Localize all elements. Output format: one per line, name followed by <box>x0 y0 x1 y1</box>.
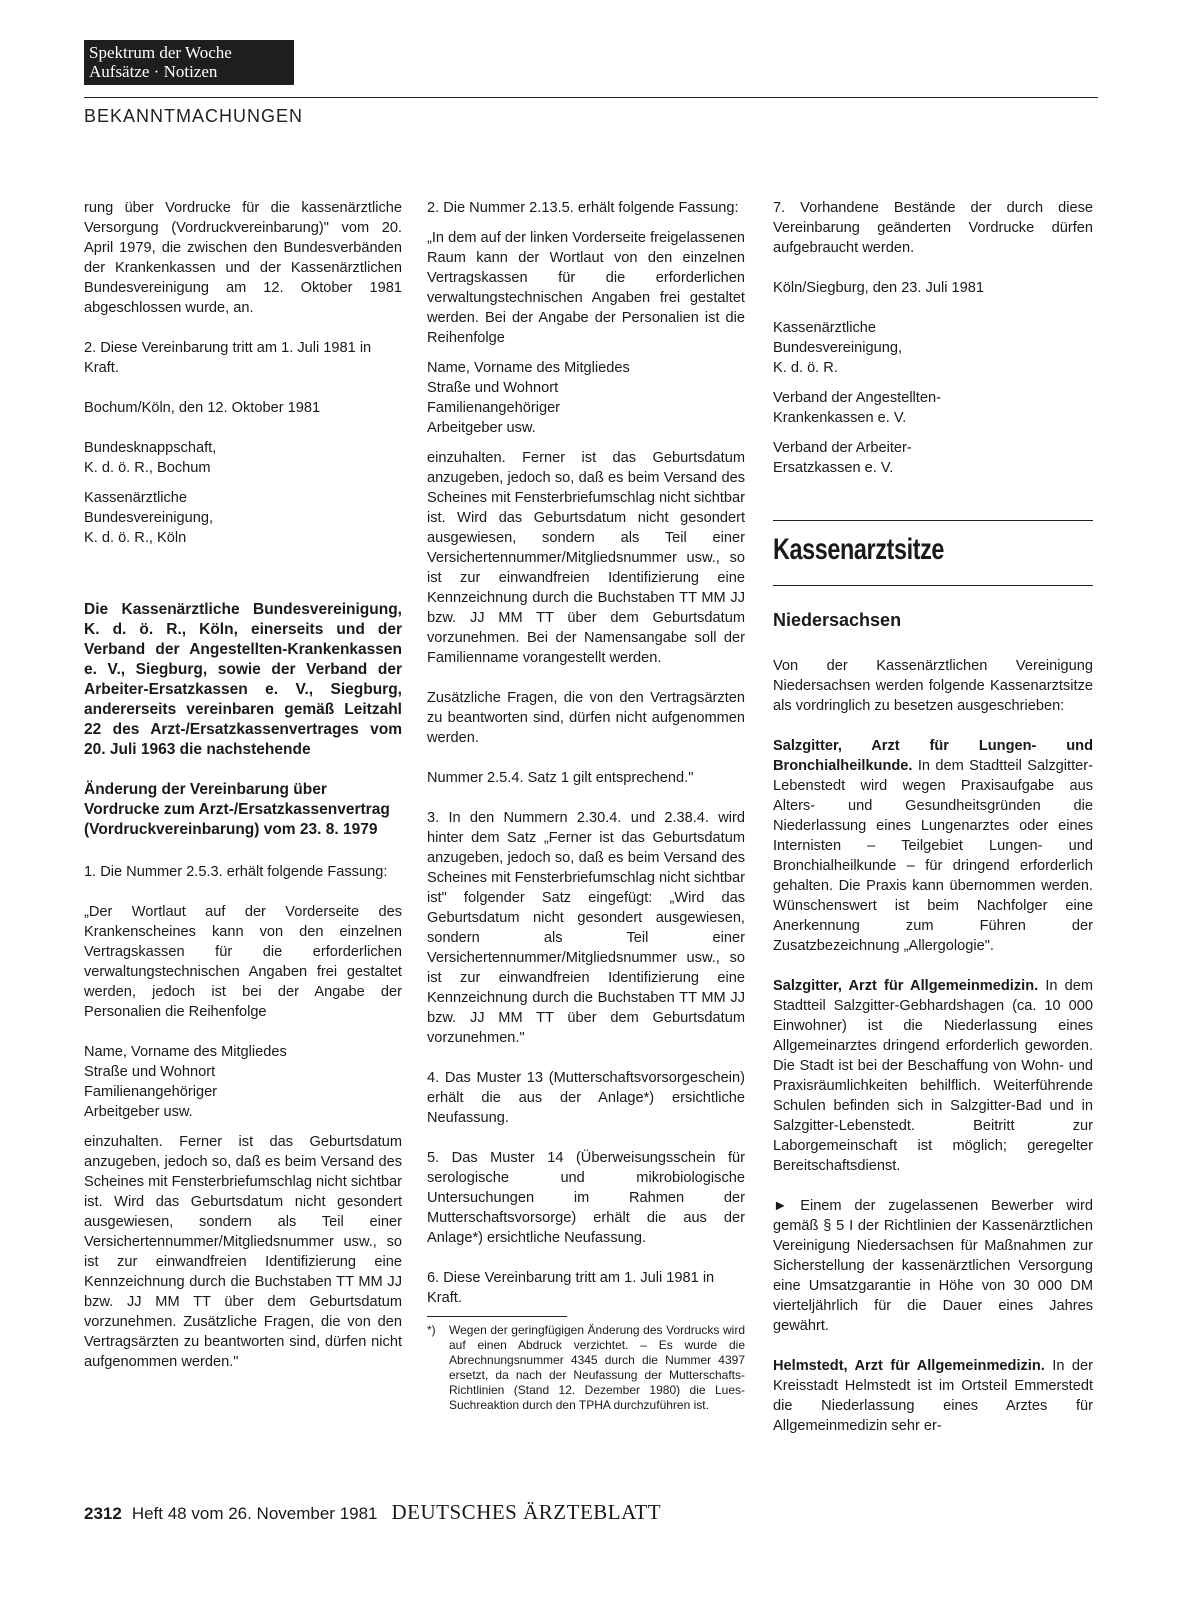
list-item: Straße und Wohnort <box>427 380 559 396</box>
signature-line: Bundesvereinigung, <box>84 510 214 526</box>
top-divider <box>84 97 1098 98</box>
listing-helmstedt-general <box>773 1356 1093 1436</box>
listing-text: In dem Stadtteil Salzgitter-Gebhardshagen (ca. 10 000 Einwohner) ist die Niederlassung eines Allgemeinarztes dringend erforderlich geworden. Die Stadt ist bei der Beschaffung von Wohn- und Praxisräumlichkeiten behilflich. Weiterführende Schulen befinden sich in Salzgitter-Bad und in Salzgitter-Lebenstedt. Beitritt zur Laborgemeinschaft ist möglich; geregelter Bereitschaftsdienst. <box>773 978 1094 1174</box>
listing-title: Helmstedt, Arzt für Allgemeinmedizin. <box>773 1358 1045 1374</box>
col1-signature-1 <box>84 438 402 478</box>
agreement-intro: Die Kassenärztliche Bundesvereinigung, K. d. ö. R., Köln, einerseits und der Verband der Angestellten-Krankenkassen e. V., Siegburg, sowie der Verband der Arbeiter-Ersatzkassen e. V., Siegburg, andererseits vereinbaren gemäß Leitzahl 22 des Arzt-/Ersatzkassenvertrages vom 20. Juli 1963 die nachstehende <box>84 601 402 758</box>
kassenarztsitze-heading: Kassenarztsitze <box>773 533 945 566</box>
col1-paragraph: 1. Die Nummer 2.5.3. erhält folgende Fassung: <box>84 864 388 880</box>
footnote <box>427 1323 745 1413</box>
col3-paragraph: Von der Kassenärztlichen Vereinigung Niedersachsen werden folgende Kassenarztsitze als vordringlich zu besetzen ausgeschrieben: <box>773 658 1093 714</box>
column-1 <box>84 198 402 1392</box>
footnote-text: Wegen der geringfügigen Änderung des Vordrucks wird auf einen Abdruck verzichtet. – Es wurde die Abrechnungsnummer 4345 durch die Nummer 4397 ersetzt, da nach der Neufassung der Mutterschafts-Richtlinien (Stand 12. Dezember 1980) die Lues-Suchreaktion durch den TPHA durchzuführen ist. <box>449 1323 745 1412</box>
col2-paragraph: 6. Diese Vereinbarung tritt am 1. Juli 1981 in Kraft. <box>427 1270 715 1306</box>
col2-paragraph: 3. In den Nummern 2.30.4. und 2.38.4. wird hinter dem Satz „Ferner ist das Geburtsdatum anzugeben, jedoch so, daß es beim Versand des Scheines mit Fensterbriefumschlag nicht sichtbar ist" folgender Satz eingefügt: „Wird das Geburtsdatum nicht gesondert ausgewiesen, sondern als Teil einer Versichertennummer/Mitgliedsnummer usw., so ist zur einwandfreien Identifizierung eine Kennzeichnung durch die Buchstaben TT MM JJ bzw. JJ MM TT über dem Geburtsdatum vorzunehmen." <box>427 810 745 1046</box>
footnote-mark: *) <box>427 1323 436 1337</box>
header-line-1: Spektrum der Woche <box>89 43 232 62</box>
heading-divider <box>773 520 1093 521</box>
column-3 <box>773 198 1093 1456</box>
col2-paragraph: „In dem auf der linken Vorderseite freigelassenen Raum kann der Wortlaut von den einzelnen Vertragskassen für die erforderlichen verwaltungstechnischen Angaben frei gestaltet werden. Bei der Angabe der Personalien ist die Reihenfolge <box>427 230 746 346</box>
list-item: Straße und Wohnort <box>84 1064 216 1080</box>
col2-list <box>427 358 745 438</box>
column-2 <box>427 198 745 1413</box>
issue-info: Heft 48 vom 26. November 1981 <box>131 1504 378 1523</box>
agreement-title: Änderung der Vereinbarung über Vordrucke zum Arzt-/Ersatzkassenvertrag (Vordruckvereinbarung) vom 23. 8. 1979 <box>84 781 390 838</box>
signature-line: Krankenkassen e. V. <box>773 410 907 426</box>
page-number: 2312 <box>84 1504 122 1523</box>
signature-line: Verband der Angestellten- <box>773 390 941 406</box>
col1-list <box>84 1042 402 1122</box>
listing-text: Einem der zugelassenen Bewerber wird gemäß § 5 I der Richtlinien der Kassenärztlichen Vereinigung Niedersachsen für Maßnahmen zur Sicherstellung der kassenärztlichen Versorgung eine Umsatzgarantie in Höhe von 30 000 DM vierteljährlich für die Dauer eines Jahres gewährt. <box>773 1198 1093 1334</box>
col1-paragraph: rung über Vordrucke für die kassenärztliche Versorgung (Vordruckvereinbarung)" vom 20. April 1979, die zwischen den Bundesverbänden der Krankenkassen und der Kassenärztlichen Bundesvereinigung am 12. Oktober 1981 abgeschlossen wurde, an. <box>84 200 402 316</box>
header-line-2: Aufsätze · Notizen <box>89 62 218 81</box>
signature-line: Bundesvereinigung, <box>773 340 903 356</box>
col3-paragraph: 7. Vorhandene Bestände der durch diese Vereinbarung geänderten Vordrucke dürfen aufgebraucht werden. <box>773 200 1093 256</box>
section-header-box <box>84 40 294 85</box>
list-item: Name, Vorname des Mitgliedes <box>427 360 630 376</box>
col1-paragraph: 2. Diese Vereinbarung tritt am 1. Juli 1981 in Kraft. <box>84 340 372 376</box>
col3-date-line: Köln/Siegburg, den 23. Juli 1981 <box>773 280 984 296</box>
col2-paragraph: 5. Das Muster 14 (Überweisungsschein für serologische und mikrobiologische Untersuchungen im Rahmen der Mutterschaftsvorsorge) erhält die aus der Anlage*) ersichtliche Neufassung. <box>427 1150 745 1246</box>
listing-title: Salzgitter, Arzt für Lungen- und Bronchialheilkunde. <box>773 738 1093 774</box>
signature-line: Bundesknappschaft, <box>84 440 217 456</box>
col2-paragraph: einzuhalten. Ferner ist das Geburtsdatum anzugeben, jedoch so, daß es beim Versand des Scheines mit Fensterbriefumschlag nicht sichtbar ist. Wird das Geburtsdatum nicht gesondert ausgewiesen, sondern als Teil einer Versichertennummer/Mitgliedsnummer usw., so ist zur einwandfreien Identifizierung eine Kennzeichnung durch die Buchstaben TT MM JJ bzw. JJ MM TT über dem Geburtsdatum vorzunehmen. Bei der Namensangabe soll der Familienname vorangestellt werden. <box>427 450 745 666</box>
footnote-divider <box>427 1316 567 1317</box>
list-item: Arbeitgeber usw. <box>427 420 536 436</box>
col1-signature-2 <box>84 488 402 548</box>
listing-salzgitter-lung <box>773 736 1093 956</box>
listing-title: Salzgitter, Arzt für Allgemeinmedizin. <box>773 978 1039 994</box>
col1-date-line: Bochum/Köln, den 12. Oktober 1981 <box>84 400 321 416</box>
col2-paragraph: Zusätzliche Fragen, die von den Vertragsärzten zu beantworten sind, dürfen nicht aufgenommen werden. <box>427 690 745 746</box>
listing-text: In dem Stadtteil Salzgitter-Lebenstedt wird wegen Praxisaufgabe aus Alters- und Gesundheitsgründen die Niederlassung eines Lungenarztes oder eines Internisten – Teilgebiet Lungen- und Bronchialheilkunde – für dringend erforderlich gehalten. Die Praxis kann übernommen werden. Wünschenswert ist beim Nachfolger eine Anerkennung zum Führen der Zusatzbezeichnung „Allergologie". <box>773 758 1093 954</box>
col3-signature-3 <box>773 438 1093 478</box>
niedersachsen-heading: Niedersachsen <box>773 610 902 630</box>
subheading-divider <box>773 585 1093 586</box>
signature-line: Kassenärztliche <box>84 490 188 506</box>
section-label: BEKANNTMACHUNGEN <box>84 106 304 126</box>
arrow-icon: ► <box>773 1198 788 1214</box>
signature-line: K. d. ö. R. <box>773 360 838 376</box>
signature-line: K. d. ö. R., Köln <box>84 530 187 546</box>
col1-paragraph: „Der Wortlaut auf der Vorderseite des Krankenscheines kann von den einzelnen Vertragskassen für die erforderlichen verwaltungstechnischen Angaben frei gestaltet werden, jedoch ist bei der Angabe der Personalien die Reihenfolge <box>84 904 402 1020</box>
col2-paragraph: Nummer 2.5.4. Satz 1 gilt entsprechend." <box>427 770 694 786</box>
col3-signature-2 <box>773 388 1093 428</box>
col2-paragraph: 4. Das Muster 13 (Mutterschaftsvorsorgeschein) erhält die aus der Anlage*) ersichtliche Neufassung. <box>427 1070 745 1126</box>
signature-line: K. d. ö. R., Bochum <box>84 460 211 476</box>
col1-paragraph: einzuhalten. Ferner ist das Geburtsdatum anzugeben, jedoch so, daß es beim Versand des Scheines mit Fensterbriefumschlag nicht sichtbar ist. Wird das Geburtsdatum nicht gesondert ausgewiesen, sondern als Teil einer Versichertennummer/Mitgliedsnummer usw., so ist zur einwandfreien Identifizierung eine Kennzeichnung durch die Buchstaben TT MM JJ bzw. JJ MM TT über dem Geburtsdatum vorzunehmen. Zusätzliche Fragen, die von den Vertragsärzten zu beantworten sind, dürfen nicht aufgenommen werden." <box>84 1134 402 1370</box>
col2-paragraph: 2. Die Nummer 2.13.5. erhält folgende Fassung: <box>427 200 739 216</box>
magazine-name: DEUTSCHES ÄRZTEBLATT <box>391 1500 662 1524</box>
listing-guarantee-note <box>773 1196 1093 1336</box>
signature-line: Kassenärztliche <box>773 320 877 336</box>
page-footer <box>84 1500 1084 1525</box>
signature-line: Ersatzkassen e. V. <box>773 460 894 476</box>
listing-salzgitter-general <box>773 976 1093 1176</box>
list-item: Arbeitgeber usw. <box>84 1104 193 1120</box>
list-item: Familienangehöriger <box>84 1084 218 1100</box>
list-item: Name, Vorname des Mitgliedes <box>84 1044 287 1060</box>
listing-text: In der Kreisstadt Helmstedt ist im Ortsteil Emmerstedt die Niederlassung eines Arztes für Allgemeinmedizin sehr er- <box>773 1358 1094 1434</box>
signature-line: Verband der Arbeiter- <box>773 440 912 456</box>
list-item: Familienangehöriger <box>427 400 561 416</box>
col3-signature-1 <box>773 318 1093 378</box>
